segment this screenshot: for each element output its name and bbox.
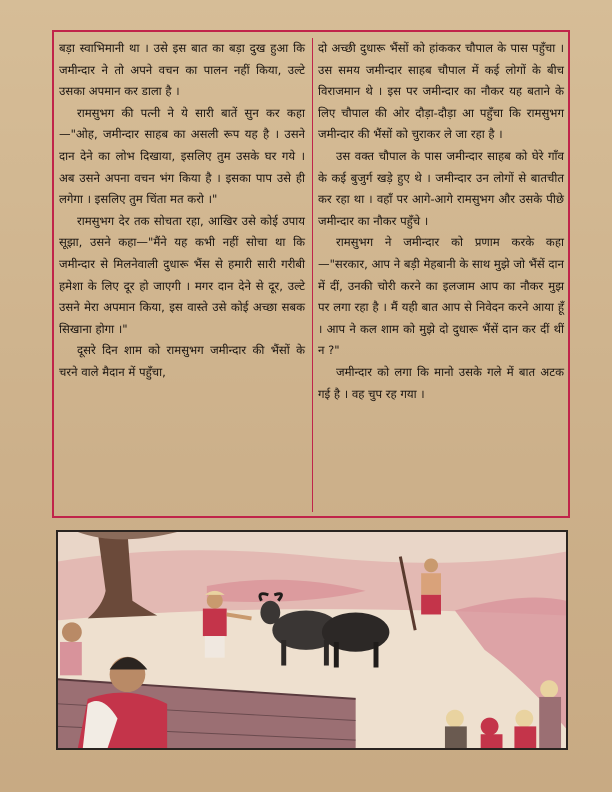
column-divider (312, 38, 313, 512)
story-illustration (56, 530, 568, 750)
paragraph: दूसरे दिन शाम को रामसुभग जमीन्दार की भैंसों के चरने वाले मैदान में पहुँचा, (59, 343, 305, 379)
paragraph: रामसुभग देर तक सोचता रहा, आखिर उसे कोई उपाय सूझा, उसने कहा—"मैंने यह कभी नहीं सोचा था कि जमीन्दार से मिलनेवाली दुधारू भैंस से हमारी सारी गरीबी हमेशा के लिए दूर हो जाएगी । मगर दान देने से दूर, उल्टे उसने मेरा अपमान किया, इस वास्ते उसे कोई अच्छा सबक सिखाना होगा ।" (59, 213, 305, 336)
onlooker (60, 622, 82, 675)
paragraph: रामसुभग ने जमीन्दार को प्रणाम करके कहा—"सरकार, आप ने बड़ी मेहबानी के साथ मुझे जो भैंसें दान में दीं, उनकी चोरी करने का इलजाम आप का नौकर मुझ पर लगा रहा है । मैं यही बात आप से निवेदन करने आया हूँ । आप ने कल शाम को मुझे दो दुधारू भैंसें दान कर दीं थीं न ?" (318, 235, 564, 358)
paragraph: रामसुभग की पत्नी ने ये सारी बातें सुन कर कहा—"ओह, जमीन्दार साहब का असली रूप यह है । उसने दान देने का लोभ दिखाया, इसलिए तुम उसके घर गये । अब उसने अपना वचन भंग किया है । इसका पाप उसे ही लगेगा । इसलिए तुम चिंता मत करो ।" (59, 105, 305, 207)
right-text-column (318, 38, 564, 405)
left-text-column (59, 38, 305, 384)
paragraph: बड़ा स्वाभिमानी था । उसे इस बात का बड़ा दुख हुआ कि जमीन्दार ने तो अपने वचन का पालन नहीं किया, उल्टे उसका अपमान कर डाला है । (59, 41, 305, 99)
text-frame (52, 30, 570, 518)
paragraph: जमीन्दार को लगा कि मानो उसके गले में बात अटक गई है । वह चुप रह गया । (318, 364, 564, 401)
paragraph: उस वक्त चौपाल के पास जमीन्दार साहब को घेरे गाँव के कई बुजुर्ग खड़े हुए थे । जमीन्दार उन लोगों से बातचीत कर रहा था । वहाँ पर आगे-आगे रामसुभग और उसके पीछे जमीन्दार का नौकर पहुँचे । (318, 148, 564, 228)
illustration-scene (58, 532, 566, 748)
paragraph: दो अच्छी दुधारू भैंसों को हांककर चौपाल के पास पहुँचा । उस समय जमीन्दार साहब चौपाल में कई लोगों के बीच विराजमान थे । इस पर जमीन्दार का नौकर यह बताने के लिए चौपाल की ओर दौड़ा-दौड़ा आ पहुँचा कि रामसुभग जमीन्दार की भैंसों को चुराकर ले जा रहा है । (318, 41, 564, 142)
